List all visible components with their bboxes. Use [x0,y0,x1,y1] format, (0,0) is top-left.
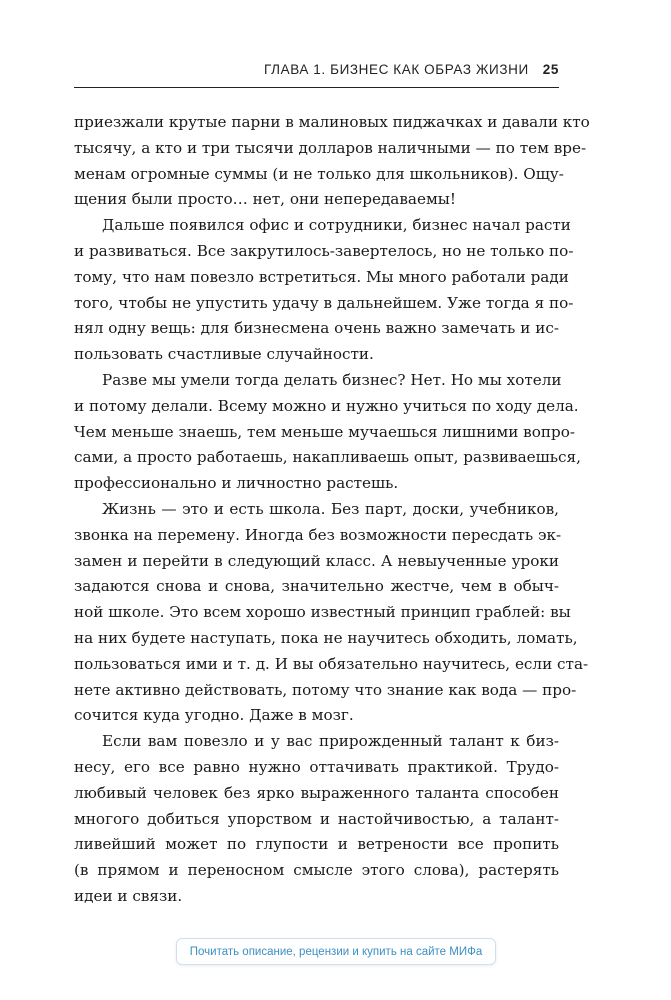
chapter-title: ГЛАВА 1. БИЗНЕС КАК ОБРАЗ ЖИЗНИ [263,62,529,77]
buy-on-mif-link[interactable]: Почитать описание, рецензии и купить на сайте МИФа [176,938,496,965]
text-line: на них будете наступать, пока не научитесь обходить, ломать, [74,628,578,647]
text-line: несу, его все равно нужно оттачивать практикой. Трудо- [74,757,559,776]
text-line: нял одну вещь: для бизнесмена очень важно замечать и ис- [74,319,559,338]
text-line: нете активно действовать, потому что знание как вода — про- [74,680,577,699]
text-line: идеи и связи. [74,886,183,905]
running-header [74,62,559,88]
text-line: Если вам повезло и у вас прирожденный талант к биз- [102,732,559,751]
page-number: 25 [542,62,559,77]
text-line: (в прямом и переносном смысле этого слова), растерять [74,861,559,880]
text-line: Разве мы умели тогда делать бизнес? Нет. Но мы хотели [102,370,562,389]
text-line: сочится куда угодно. Даже в мозг. [74,706,354,725]
text-line: ливейший может по глупости и ветрености все пропить [74,835,559,854]
text-line: щения были просто… нет, они непередаваемы! [74,190,456,209]
text-line: многого добиться упорством и настойчивостью, а талант- [74,809,559,828]
body-text [74,110,590,910]
text-line: сами, а просто работаешь, накапливаешь опыт, развиваешься, [74,448,581,467]
text-line: замен и перейти в следующий класс. А невыученные уроки [74,551,559,570]
text-line: менам огромные суммы (и не только для школьников). Ощу- [74,164,564,183]
text-line: тому, что нам повезло встретиться. Мы много работали ради [74,267,569,286]
text-line: ной школе. Это всем хорошо известный принцип граблей: вы [74,603,571,622]
text-line: и развиваться. Все закрутилось-завертелось, но не только по- [74,241,574,260]
text-line: пользоваться ими и т. д. И вы обязательно научитесь, если ста- [74,654,589,673]
text-line: задаются снова и снова, значительно жестче, чем в обыч- [74,577,559,596]
text-line: того, чтобы не упустить удачу в дальнейшем. Уже тогда я по- [74,293,574,312]
text-line: тысячу, а кто и три тысячи долларов наличными — по тем вре- [74,138,587,157]
text-line: Чем меньше знаешь, тем меньше мучаешься лишними вопро- [74,422,575,441]
text-line: звонка на перемену. Иногда без возможности пересдать эк- [74,525,562,544]
text-line: пользовать счастливые случайности. [74,345,374,364]
text-line: любивый человек без ярко выраженного таланта способен [74,783,559,802]
text-line: профессионально и личностно растешь. [74,474,399,493]
text-line: и потому делали. Всему можно и нужно учиться по ходу дела. [74,396,579,415]
text-line: Дальше появился офис и сотрудники, бизнес начал расти [102,216,571,235]
text-line: приезжали крутые парни в малиновых пиджачках и давали кто [74,113,590,131]
text-line: Жизнь — это и есть школа. Без парт, доски, учебников, [102,499,559,518]
